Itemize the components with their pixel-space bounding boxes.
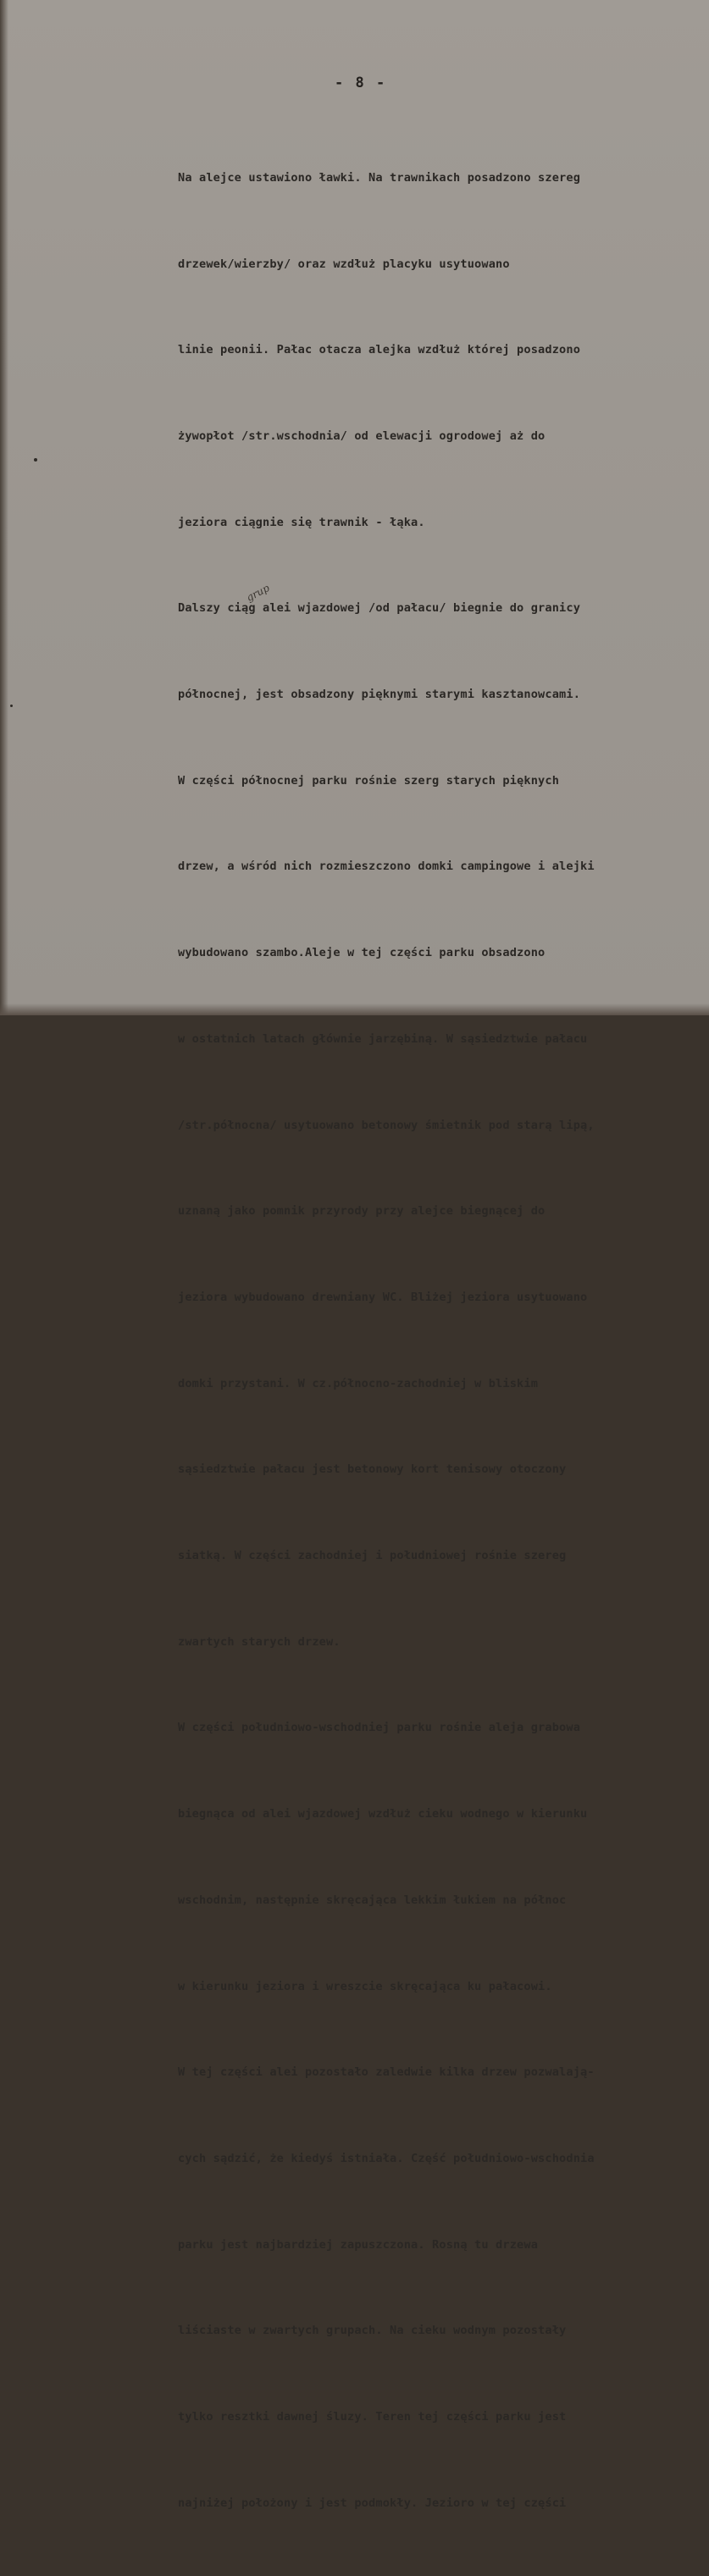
text-line: sąsiedztwie pałacu jest betonowy kort tenisowy otoczony	[178, 1462, 567, 1477]
text-line: W tej części alei pozostało zaledwie kilka drzew pozwalają-	[178, 2065, 595, 2080]
page-edge-shadow	[0, 0, 8, 1015]
page-number: - 8 -	[335, 75, 387, 91]
typed-body-text	[178, 107, 695, 2576]
text-line: żywopłot /str.wschodnia/ od elewacji ogrodowej aż do	[178, 428, 546, 443]
paper-speck	[10, 705, 13, 707]
text-line: uznaną jako pomnik przyrody przy alejce biegnącej do	[178, 1204, 546, 1219]
text-line: tylko resztki dawnej śluzy. Teren tej części parku jest	[178, 2410, 567, 2424]
text-line: wybudowano szambo.Aleje w tej części parku obsadzono	[178, 946, 546, 960]
text-line: liściaste w zwartych grupach. Na cieku wodnym pozostały	[178, 2324, 567, 2338]
text-line: zwartych starych drzew.	[178, 1634, 341, 1649]
text-line: wschodnim, następnie skręcająca lekkim łukiem na północ	[178, 1893, 567, 1907]
handwritten-insertion: grup	[244, 582, 272, 604]
text-line: jeziora ciągnie się trawnik - łąka.	[178, 515, 425, 529]
text-line: linie peonii. Pałac otacza alejka wzdłuż której posadzono	[178, 343, 581, 357]
paper-speck	[34, 458, 37, 462]
text-line: w ostatnich latach głównie jarzębiną. W sąsiedztwie pałacu	[178, 1031, 588, 1046]
text-line: Na alejce ustawiono ławki. Na trawnikach posadzono szereg	[178, 170, 581, 185]
text-line: W części północnej parku rośnie szerg starych pięknych	[178, 773, 560, 788]
text-line: Dalszy ciąg alei wjazdowej /od pałacu/ biegnie do granicy	[178, 601, 581, 616]
text-line: domki przystani. W cz.północno-zachodniej w bliskim	[178, 1376, 539, 1390]
text-line: W części południowo-wschodniej parku rośnie aleja grabowa	[178, 1721, 581, 1735]
text-line: biegnąca od alei wjazdowej wzdłuż cieku wodnego w kierunku	[178, 1807, 588, 1821]
text-line: drzew, a wśród nich rozmieszczono domki campingowe i alejki	[178, 860, 595, 874]
text-line: w kierunku jeziora i wreszcie skręcająca ku pałacowi.	[178, 1979, 552, 1993]
text-line: cych sądzić, że kiedyś istniała. Część południowo-wschodnia	[178, 2151, 595, 2165]
text-line: północnej, jest obsadzony pięknymi starymi kasztanowcami.	[178, 688, 581, 702]
text-line: drzewek/wierzby/ oraz wzdłuż placyku usytuowano	[178, 257, 510, 271]
text-line: /str.północna/ usytuowano betonowy śmietnik pod starą lipą,	[178, 1118, 595, 1132]
text-line: najniżej położony i jest podmokły. Jezioro w tej części	[178, 2496, 567, 2510]
text-line: parku jest najbardziej zapuszczona. Rosną tu drzewa	[178, 2237, 539, 2252]
text-line: jeziora wybudowano drewniany WC. Bliżej jeziora usytuowano	[178, 1290, 588, 1304]
text-line: siatką. W części zachodniej i południowej rośnie szereg	[178, 1549, 567, 1563]
